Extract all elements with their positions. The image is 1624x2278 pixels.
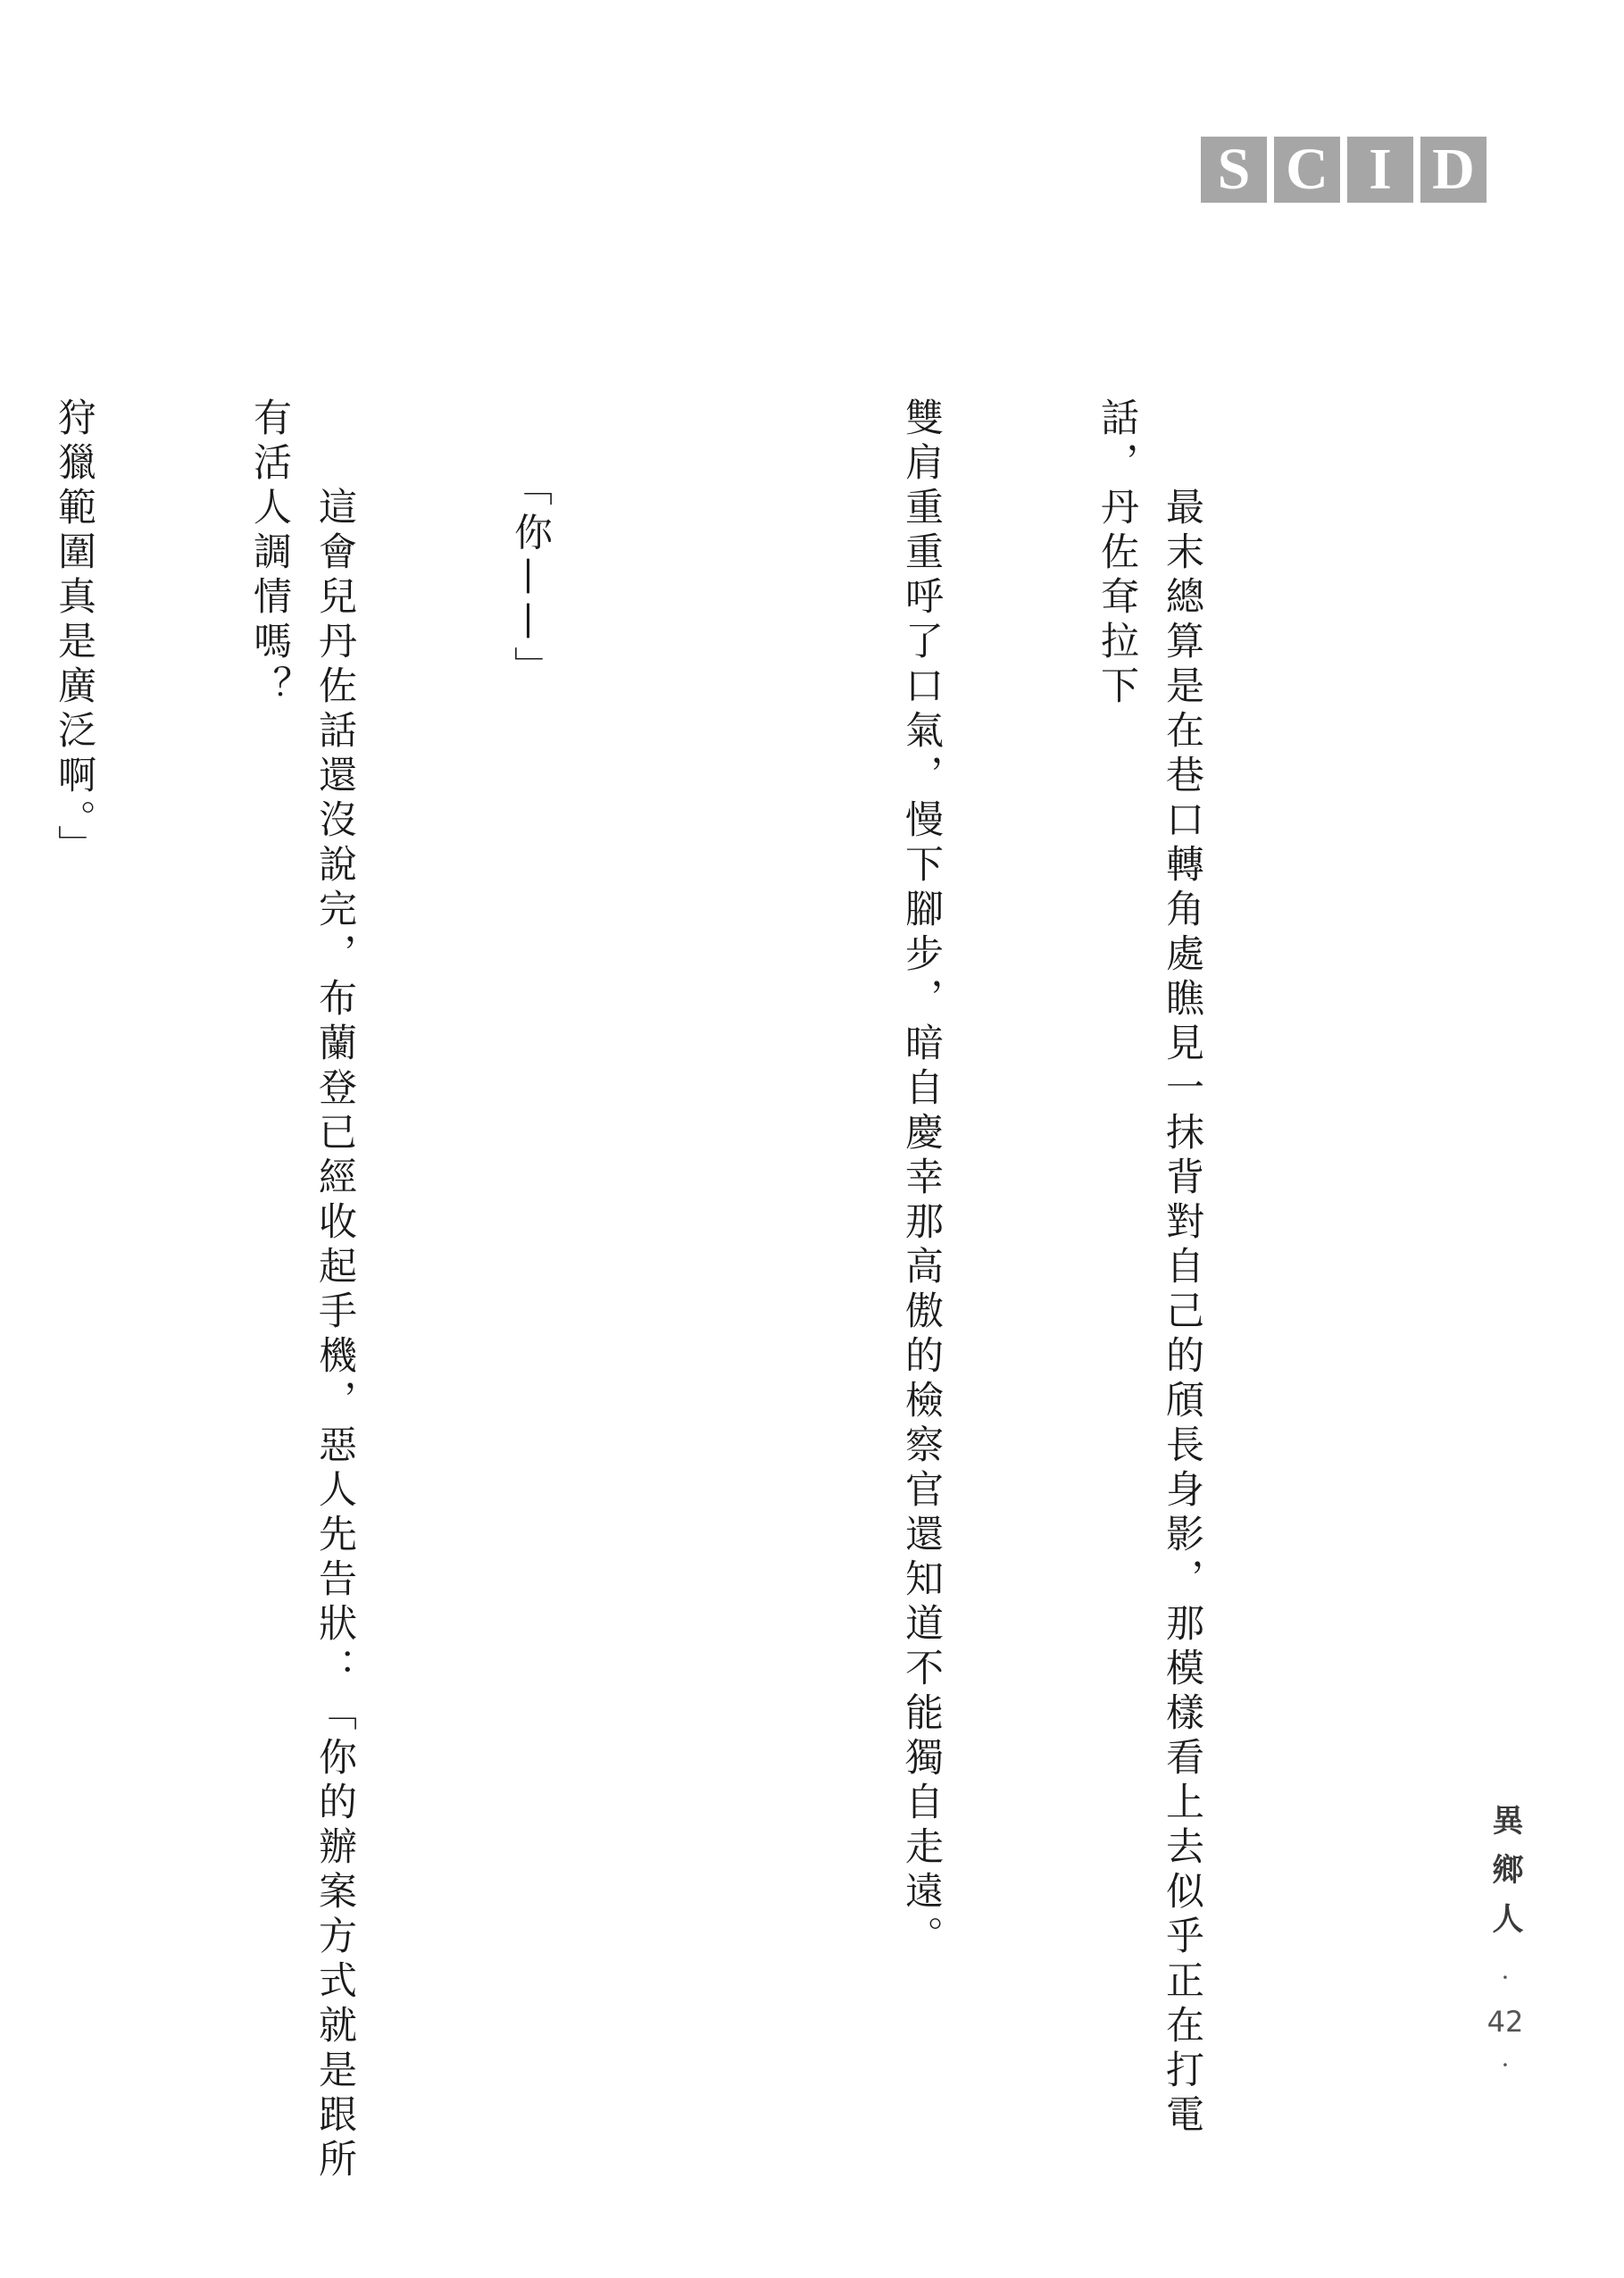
logo-letter: D [1420,137,1487,203]
paragraph-gap [693,397,758,2201]
body-text [0,397,1345,2201]
separator-dot: · [1501,2050,1510,2080]
logo-letter: C [1274,137,1340,203]
text-line: 這會兒丹佐話還沒說完，布蘭登已經收起手機，惡人先告狀：「你的辦案方式就是跟所有活人調情嗎？ [247,397,357,2183]
book-title: 異鄉人 [1487,1804,1524,1951]
scid-logo [1201,137,1487,203]
logo-letter: I [1347,137,1413,203]
text-line: 狩獵範圍真是廣泛啊。」 [52,397,96,870]
logo-letter: S [1201,137,1267,203]
text-line: 雙肩重重呼了口氣，慢下腳步，暗自慶幸那高傲的檢察官還知道不能獨自走遠。 [899,397,944,1960]
text-line: 最末總算是在巷口轉角處瞧見一抹背對自己的頎長身影，那模樣看上去似乎正在打電話，丹佐耷拉下 [1095,397,1204,2139]
running-header [1478,1804,1532,2092]
page-number: 42 [1487,2005,1524,2039]
text-line: 「你——」 [508,397,553,691]
separator-dot: · [1501,1963,1510,1992]
